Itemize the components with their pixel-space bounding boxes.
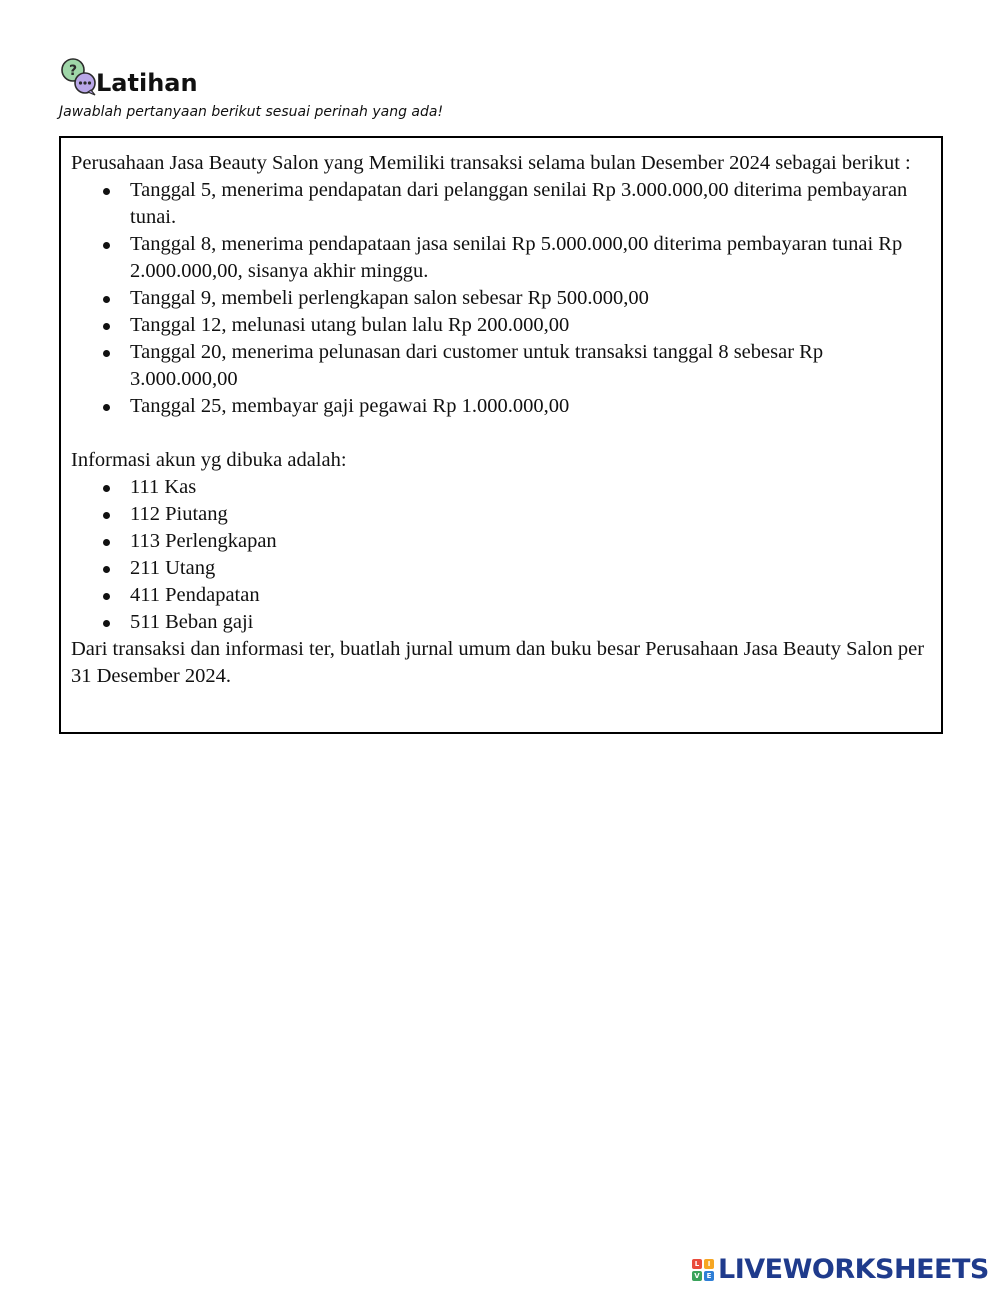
accounts-intro: Informasi akun yg dibuka adalah:	[71, 449, 347, 471]
list-item: 411 Pendapatan	[130, 582, 931, 609]
list-item: 111 Kas	[130, 474, 931, 501]
list-item: Tanggal 25, membayar gaji pegawai Rp 1.000.000,00	[130, 393, 931, 420]
question-box	[59, 136, 943, 734]
list-item: 211 Utang	[130, 555, 931, 582]
list-item: Tanggal 12, melunasi utang bulan lalu Rp 200.000,00	[130, 312, 931, 339]
transaction-list	[71, 177, 931, 420]
logo-cell-l: L	[692, 1259, 702, 1269]
worksheet-header	[58, 56, 658, 100]
logo-cell-i: I	[704, 1259, 714, 1269]
list-item: Tanggal 5, menerima pendapatan dari pelanggan senilai Rp 3.000.000,00 diterima pembayaran tunai.	[130, 177, 931, 231]
logo-text: LIVEWORKSHEETS	[718, 1254, 989, 1285]
account-list	[71, 474, 931, 636]
list-item: Tanggal 20, menerima pelunasan dari customer untuk transaksi tanggal 8 sebesar Rp 3.000.000,00	[130, 339, 931, 393]
page-title: Latihan	[96, 69, 198, 97]
task-instruction: Dari transaksi dan informasi ter, buatlah jurnal umum dan buku besar Perusahaan Jasa Beauty Salon per 31 Desember 2024.	[71, 638, 925, 687]
svg-text:?: ?	[68, 63, 78, 79]
list-item: 113 Perlengkapan	[130, 528, 931, 555]
liveworksheets-logo-icon	[692, 1259, 714, 1281]
question-chat-icon	[58, 56, 98, 98]
liveworksheets-logo	[692, 1253, 992, 1287]
list-item: 511 Beban gaji	[130, 609, 931, 636]
logo-cell-v: V	[692, 1271, 702, 1281]
paragraph-spacer	[71, 420, 931, 447]
list-item: 112 Piutang	[130, 501, 931, 528]
logo-cell-e: E	[704, 1271, 714, 1281]
instruction-subtitle: Jawablah pertanyaan berikut sesuai perinah yang ada!	[59, 104, 444, 120]
list-item: Tanggal 9, membeli perlengkapan salon sebesar Rp 500.000,00	[130, 285, 931, 312]
intro-paragraph: Perusahaan Jasa Beauty Salon yang Memiliki transaksi selama bulan Desember 2024 sebagai berikut :	[71, 152, 911, 174]
list-item: Tanggal 8, menerima pendapataan jasa senilai Rp 5.000.000,00 diterima pembayaran tunai Rp 2.000.000,00, sisanya akhir minggu.	[130, 231, 931, 285]
